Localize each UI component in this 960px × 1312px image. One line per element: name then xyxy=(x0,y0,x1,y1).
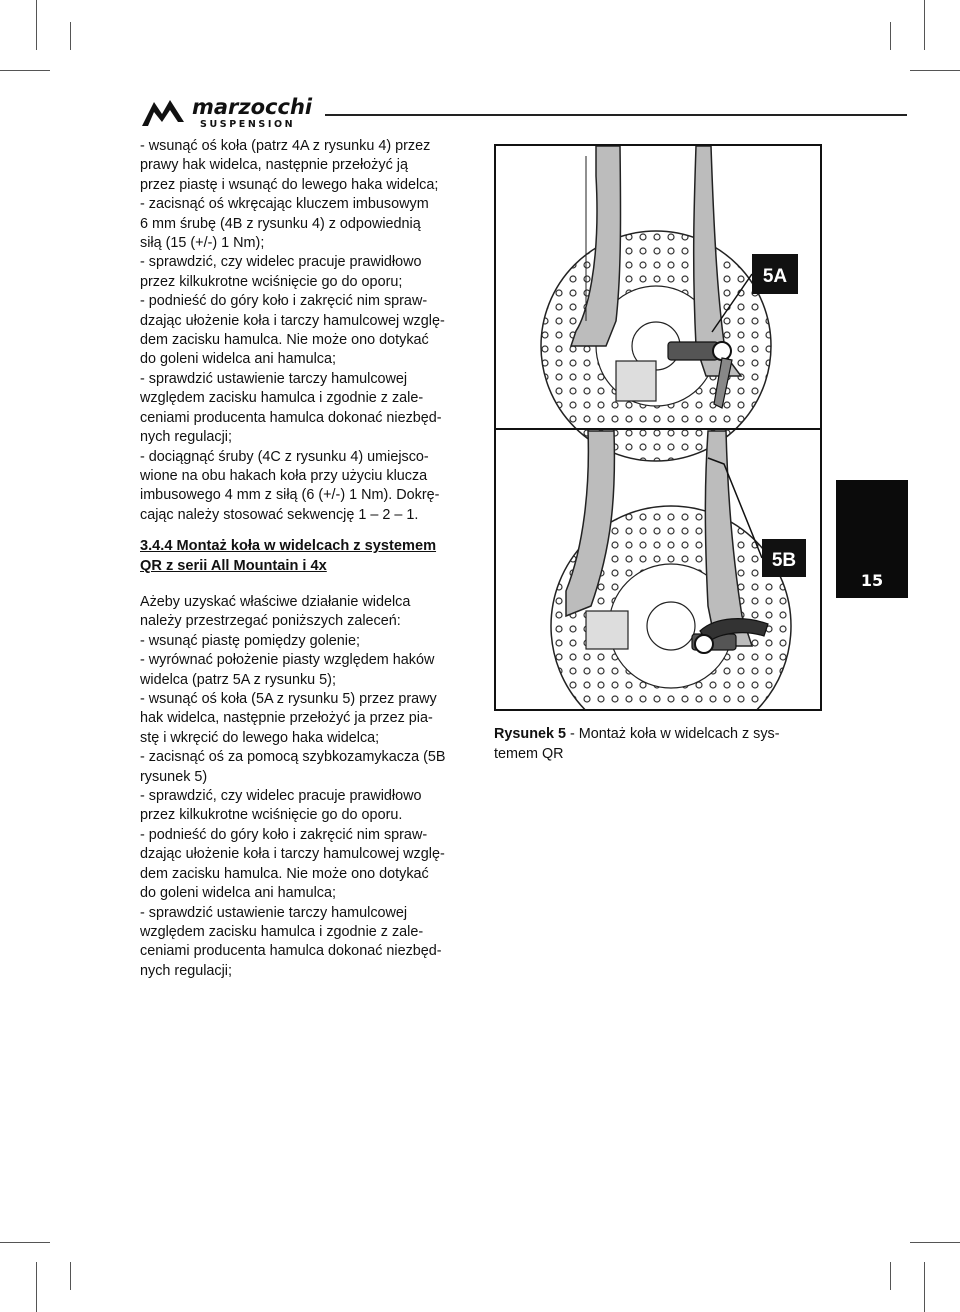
section-heading-line: QR z serii All Mountain i 4x xyxy=(140,557,327,574)
text-line: stę i wkręcić do lewego haka widelca; xyxy=(140,729,380,746)
caption-text-line2: temem QR xyxy=(494,745,564,762)
brand-sub: SUSPENSION xyxy=(200,119,296,130)
text-line: rysunek 5) xyxy=(140,768,208,785)
crop-mark xyxy=(0,1242,50,1243)
text-line: imbusowego 4 mm z siłą (6 (+/-) 1 Nm). Dokrę- xyxy=(140,487,440,504)
marzocchi-logo xyxy=(140,92,320,132)
text-line: widelca (patrz 5A z rysunku 5); xyxy=(140,671,336,688)
text-line: przez kilkukrotne wciśnięcie go do oporu; xyxy=(140,273,403,290)
text-line: dzając ułożenie koła i tarczy hamulcowej wzglę- xyxy=(140,846,445,863)
caption-text: - Montaż koła w widelcach z sys- xyxy=(566,726,780,742)
label-5b: 5B xyxy=(771,550,797,571)
instructions-4-text xyxy=(140,137,471,525)
figure-5-illustration xyxy=(494,144,822,711)
text-line: - sprawdzić, czy widelec pracuje prawidłowo xyxy=(140,788,422,805)
text-line: - podnieść do góry koło i zakręcić nim spraw- xyxy=(140,826,428,843)
header-rule xyxy=(325,114,907,116)
crop-mark xyxy=(924,1262,925,1312)
text-line: nych regulacji; xyxy=(140,429,232,446)
label-5a: 5A xyxy=(762,266,788,287)
text-line: nych regulacji; xyxy=(140,962,232,979)
text-line: - wsunąć oś koła (5A z rysunku 5) przez prawy xyxy=(140,691,437,708)
crop-mark xyxy=(70,1262,71,1290)
panel-5a xyxy=(541,146,798,461)
text-line: do goleni widelca ani hamulca; xyxy=(140,885,336,902)
text-line: należy przestrzegać poniższych zaleceń: xyxy=(140,613,401,630)
text-line: 6 mm śrubę (4B z rysunku 4) z odpowiednią xyxy=(140,215,421,232)
brand-name: marzocchi xyxy=(192,95,313,119)
text-line: - zacisnąć oś wkręcając kluczem imbusowym xyxy=(140,196,429,213)
crop-mark xyxy=(910,1242,960,1243)
crop-mark xyxy=(70,22,71,50)
figure-caption xyxy=(494,725,829,764)
text-line: względem zacisku hamulca i zgodnie z zale- xyxy=(140,923,424,940)
text-line: dem zacisku hamulca. Nie może ono dotykać xyxy=(140,865,429,882)
text-line: cając należy stosować sekwencję 1 – 2 – 1. xyxy=(140,506,419,523)
text-line: - wyrównać położenie piasty względem haków xyxy=(140,652,435,669)
section-heading-line: 3.4.4 Montaż koła w widelcach z systemem xyxy=(140,538,437,554)
text-line: hak widelca, następnie przełożyć ja przez pia- xyxy=(140,710,433,727)
text-line: - sprawdzić ustawienie tarczy hamulcowej xyxy=(140,904,408,921)
panel-5b xyxy=(551,431,806,709)
section-heading xyxy=(140,537,475,576)
crop-mark xyxy=(890,22,891,50)
crop-mark xyxy=(36,1262,37,1312)
text-line: - sprawdzić ustawienie tarczy hamulcowej xyxy=(140,370,408,387)
text-line: ceniami producenta hamulca dokonać niezbęd- xyxy=(140,943,442,960)
crop-mark xyxy=(36,0,37,50)
text-line: - dociągnąć śruby (4C z rysunku 4) umiejsco- xyxy=(140,448,429,465)
text-line: - wsunąć oś koła (patrz 4A z rysunku 4) przez xyxy=(140,138,431,154)
caption-label: Rysunek 5 xyxy=(494,726,566,742)
text-line: prawy hak widelca, następnie przełożyć ją xyxy=(140,157,408,174)
text-line: ceniami producenta hamulca dokonać niezbęd- xyxy=(140,409,442,426)
text-line: przez kilkukrotne wciśnięcie go do oporu. xyxy=(140,807,403,824)
text-line: przez piastę i wsunąć do lewego haka widelca; xyxy=(140,176,439,193)
instructions-qr-text xyxy=(140,593,471,981)
text-line: - podnieść do góry koło i zakręcić nim spraw- xyxy=(140,293,428,310)
text-line: - wsunąć piastę pomiędzy golenie; xyxy=(140,632,360,649)
text-line: względem zacisku hamulca i zgodnie z zale- xyxy=(140,390,424,407)
text-line: wione na obu hakach koła przy użyciu klucza xyxy=(140,467,428,484)
text-line: siłą (15 (+/-) 1 Nm); xyxy=(140,235,265,252)
text-line: Ażeby uzyskać właściwe działanie widelca xyxy=(140,594,411,610)
crop-mark xyxy=(910,70,960,71)
crop-mark xyxy=(0,70,50,71)
text-line: do goleni widelca ani hamulca; xyxy=(140,351,336,368)
text-line: dem zacisku hamulca. Nie może ono dotykać xyxy=(140,332,429,349)
crop-mark xyxy=(924,0,925,50)
crop-mark xyxy=(890,1262,891,1290)
text-line: dzając ułożenie koła i tarczy hamulcowej wzglę- xyxy=(140,312,445,329)
page-number-tab xyxy=(836,480,908,598)
page-number: 15 xyxy=(860,571,884,590)
text-line: - zacisnąć oś za pomocą szybkozamykacza (5B xyxy=(140,749,446,766)
text-line: - sprawdzić, czy widelec pracuje prawidłowo xyxy=(140,254,422,271)
